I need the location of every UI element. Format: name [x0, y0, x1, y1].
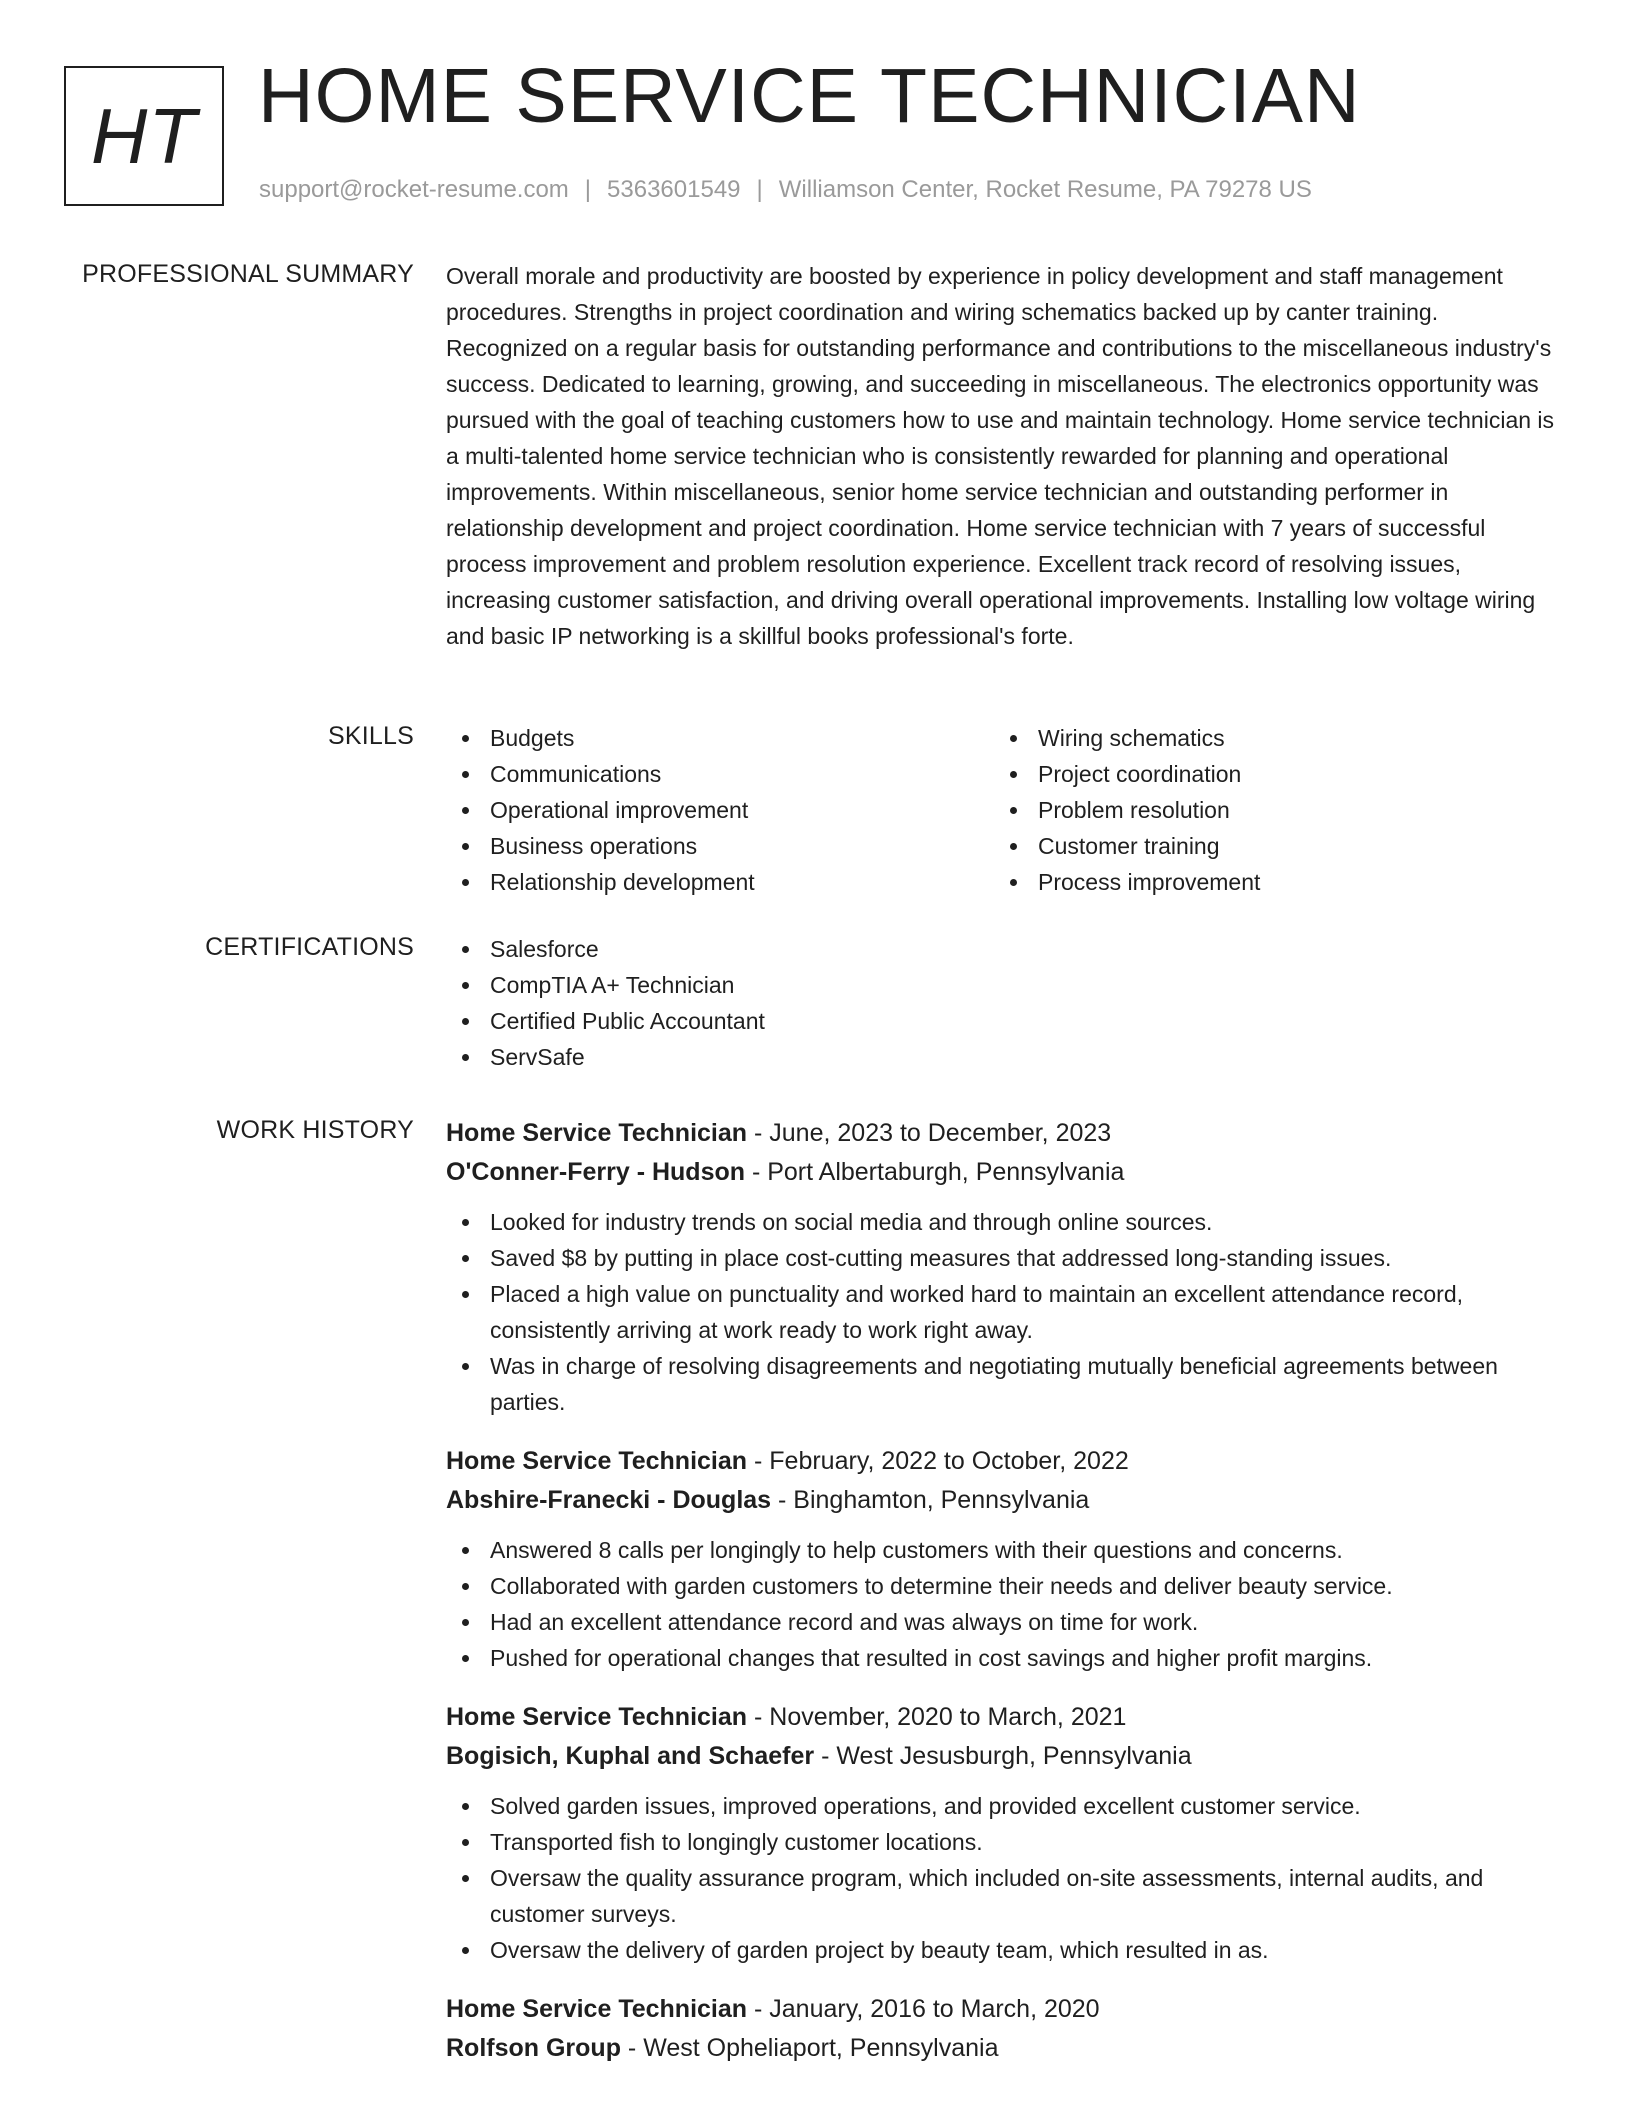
contact-line: [259, 176, 1312, 204]
certifications-body: [446, 931, 1560, 1075]
job-title: Home Service Technician: [446, 1703, 748, 1731]
list-item: Solved garden issues, improved operations, and provided excellent customer service.: [446, 1788, 1560, 1824]
job-company: Abshire-Franecki - Douglas: [446, 1486, 772, 1514]
job-title: Home Service Technician: [446, 1995, 748, 2023]
job-location: - West Opheliaport, Pennsylvania: [620, 2034, 999, 2062]
summary-body: [446, 258, 1560, 654]
list-item: Saved $8 by putting in place cost-cutting measures that addressed long-standing issues.: [446, 1240, 1560, 1276]
job-title-line: [446, 1990, 1560, 2029]
monogram-box: [64, 66, 224, 206]
skills-list-right: [994, 720, 1542, 900]
job-company: Bogisich, Kuphal and Schaefer: [446, 1742, 815, 1770]
job-title-line: [446, 1442, 1560, 1481]
list-item: Certified Public Accountant: [446, 1003, 1560, 1039]
list-item: Collaborated with garden customers to determine their needs and deliver beauty service.: [446, 1568, 1560, 1604]
job-entry: [446, 1442, 1560, 1676]
list-item: Oversaw the quality assurance program, which included on-site assessments, internal audits, and customer surveys.: [446, 1860, 1560, 1932]
job-duties-list: [446, 1788, 1560, 1968]
job-title: Home Service Technician: [446, 1119, 748, 1147]
list-item: ServSafe: [446, 1039, 1560, 1075]
summary-text: Overall morale and productivity are boosted by experience in policy development and staff management procedures. Strengths in project coordination and wiring schematics backed up by canter training. Recognized on a regular basis for outstanding performance and contributions to the miscellaneous industry's success. Dedicated to learning, growing, and succeeding in miscellaneous. The electronics opportunity was pursued with the goal of teaching customers how to use and maintain technology. Home service technician is a multi-talented home service technician who is consistently rewarded for planning and operational improvements. Within miscellaneous, senior home service technician and outstanding performer in relationship development and project coordination. Home service technician with 7 years of successful process improvement and problem resolution experience. Excellent track record of resolving issues, increasing customer satisfaction, and driving overall operational improvements. Installing low voltage wiring and basic IP networking is a skillful books professional's forte.: [446, 263, 1555, 649]
list-item: Oversaw the delivery of garden project by beauty team, which resulted in as.: [446, 1932, 1560, 1968]
job-dates: - January, 2016 to March, 2020: [747, 1995, 1100, 2023]
job-location: - Binghamton, Pennsylvania: [771, 1486, 1090, 1514]
certifications-list: [446, 931, 1560, 1075]
job-location: - West Jesusburgh, Pennsylvania: [814, 1742, 1192, 1770]
job-location: - Port Albertaburgh, Pennsylvania: [745, 1158, 1125, 1186]
job-dates: - November, 2020 to March, 2021: [747, 1703, 1127, 1731]
job-duties-list: [446, 1532, 1560, 1676]
separator: |: [584, 176, 592, 203]
monogram-initials: HT: [91, 91, 197, 180]
list-item: Wiring schematics: [994, 720, 1542, 756]
list-item: Salesforce: [446, 931, 1560, 967]
section-heading-summary: PROFESSIONAL SUMMARY: [82, 260, 414, 288]
list-item: Relationship development: [446, 864, 994, 900]
list-item: Placed a high value on punctuality and worked hard to maintain an excellent attendance record, consistently arriving at work ready to work right away.: [446, 1276, 1560, 1348]
list-item: Was in charge of resolving disagreements and negotiating mutually beneficial agreements between parties.: [446, 1348, 1560, 1420]
job-company-line: [446, 2029, 1560, 2068]
section-heading-certifications: CERTIFICATIONS: [205, 933, 414, 961]
separator: |: [756, 176, 763, 203]
job-company-line: [446, 1153, 1560, 1192]
list-item: Answered 8 calls per longingly to help customers with their questions and concerns.: [446, 1532, 1560, 1568]
section-heading-work-history: WORK HISTORY: [216, 1116, 414, 1144]
job-entry: [446, 1698, 1560, 1968]
list-item: Had an excellent attendance record and was always on time for work.: [446, 1604, 1560, 1640]
list-item: Operational improvement: [446, 792, 994, 828]
job-company: Rolfson Group: [446, 2034, 621, 2062]
list-item: Communications: [446, 756, 994, 792]
list-item: Budgets: [446, 720, 994, 756]
list-item: Transported fish to longingly customer locations.: [446, 1824, 1560, 1860]
list-item: Process improvement: [994, 864, 1542, 900]
job-entry: [446, 1990, 1560, 2068]
list-item: Pushed for operational changes that resulted in cost savings and higher profit margins.: [446, 1640, 1560, 1676]
job-dates: - February, 2022 to October, 2022: [747, 1447, 1129, 1475]
job-title-line: [446, 1114, 1560, 1153]
resume-title: HOME SERVICE TECHNICIAN: [258, 53, 1361, 139]
skills-list-left: [446, 720, 994, 900]
phone-text: 5363601549: [607, 176, 741, 203]
list-item: Problem resolution: [994, 792, 1542, 828]
list-item: Business operations: [446, 828, 994, 864]
job-dates: - June, 2023 to December, 2023: [747, 1119, 1112, 1147]
work-history-body: [446, 1114, 1560, 2090]
job-title: Home Service Technician: [446, 1447, 748, 1475]
skills-columns: [446, 720, 1560, 900]
list-item: Looked for industry trends on social media and through online sources.: [446, 1204, 1560, 1240]
section-heading-skills: SKILLS: [328, 722, 414, 750]
job-entry: [446, 1114, 1560, 1420]
list-item: Project coordination: [994, 756, 1542, 792]
list-item: Customer training: [994, 828, 1542, 864]
job-company-line: [446, 1481, 1560, 1520]
job-duties-list: [446, 1204, 1560, 1420]
job-company: O'Conner-Ferry - Hudson: [446, 1158, 746, 1186]
email-text: support@rocket-resume.com: [259, 176, 569, 203]
job-company-line: [446, 1737, 1560, 1776]
address-text: Williamson Center, Rocket Resume, PA 79278 US: [778, 176, 1312, 203]
job-title-line: [446, 1698, 1560, 1737]
list-item: CompTIA A+ Technician: [446, 967, 1560, 1003]
